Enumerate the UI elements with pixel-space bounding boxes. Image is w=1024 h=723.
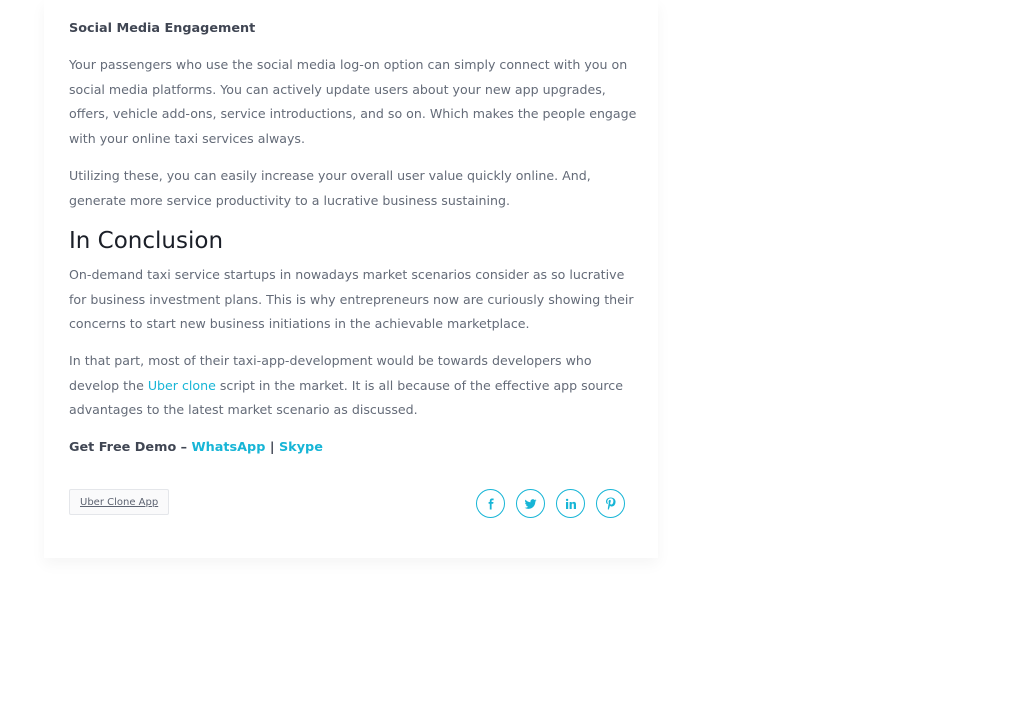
linkedin-icon <box>565 498 577 510</box>
tag-uber-clone-app[interactable]: Uber Clone App <box>69 489 169 515</box>
paragraph-text-end: script in the market. It is all because of the effective app source advantages to the latest market scenario as discussed. <box>69 377 623 418</box>
paragraph-uber-clone <box>69 349 639 423</box>
share-twitter-button[interactable] <box>516 489 545 518</box>
paragraph-text-start: In that part, most of their taxi-app-development would be towards developers who develop the <box>69 353 592 393</box>
share-pinterest-button[interactable] <box>596 489 625 518</box>
section-subheading: Social Media Engagement <box>69 21 256 36</box>
demo-separator: | <box>265 440 279 455</box>
paragraph-social-media: Your passengers who use the social media log-on option can simply connect with you on social media platforms. You can actively update users about your new app upgrades, offers, vehicle add-ons, service introductions, and so on. Which makes the people engage with your online taxi services always. <box>69 57 637 146</box>
whatsapp-link[interactable]: WhatsApp <box>191 440 266 455</box>
free-demo-line <box>69 437 323 459</box>
twitter-icon <box>524 498 537 510</box>
facebook-icon <box>485 498 497 510</box>
share-facebook-button[interactable] <box>476 489 505 518</box>
share-linkedin-button[interactable] <box>556 489 585 518</box>
pinterest-icon <box>605 497 616 510</box>
section-heading-conclusion: In Conclusion <box>69 228 224 254</box>
paragraph-conclusion: On-demand taxi service startups in nowadays market scenarios consider as so lucrative for business investment plans. This is why entrepreneurs now are curiously showing their concerns to start new business initiations in the achievable marketplace. <box>69 267 634 332</box>
skype-link[interactable]: Skype <box>278 440 323 455</box>
paragraph-utilizing: Utilizing these, you can easily increase your overall user value quickly online. And, generate more service productivity to a lucrative business sustaining. <box>69 168 591 208</box>
uber-clone-link[interactable]: Uber clone <box>147 377 216 393</box>
demo-label: Get Free Demo – <box>69 440 192 455</box>
